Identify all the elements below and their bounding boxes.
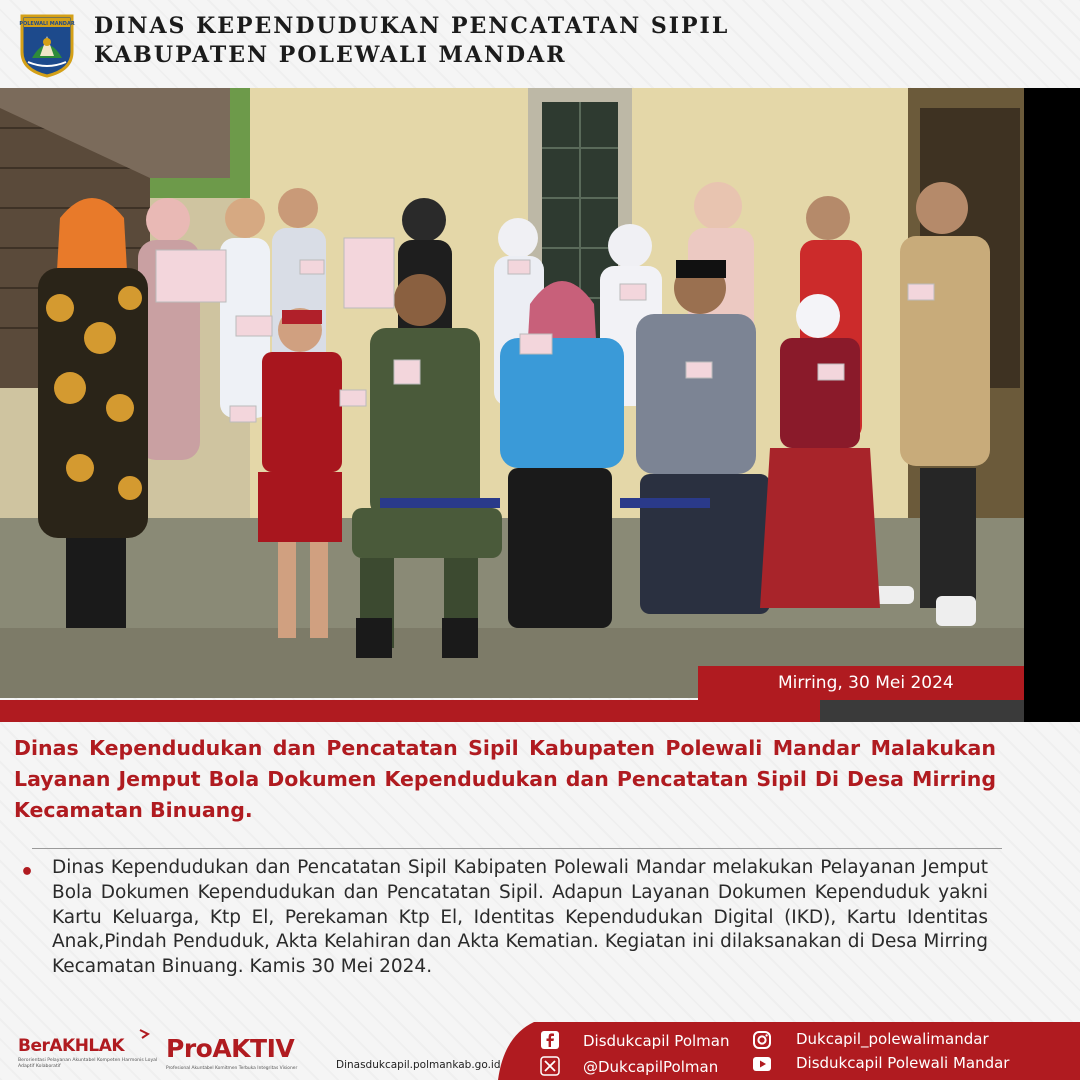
header-title-line1: DINAS KEPENDUDUKAN PENCATATAN SIPIL — [94, 13, 730, 39]
instagram-icon[interactable] — [752, 1030, 772, 1050]
divider — [32, 848, 1002, 849]
headline: Dinas Kependudukan dan Pencatatan Sipil Kabupaten Polewali Mandar Malakukan Layanan Jemput Bola Dokumen Kependudukan dan Pencatatan Sipil Di Desa Mirring Kecamatan Binuang. — [14, 736, 996, 822]
regency-emblem-icon — [18, 12, 76, 78]
website-link[interactable]: Dinasdukcapil.polmankab.go.id — [336, 1059, 501, 1071]
instagram-handle[interactable]: Dukcapil_polewalimandar — [796, 1030, 989, 1048]
proaktiv-logo — [166, 1030, 316, 1074]
svg-text:POLEWALI MANDAR: POLEWALI MANDAR — [19, 21, 75, 27]
youtube-channel[interactable]: Disdukcapil Polewali Mandar — [796, 1054, 1010, 1072]
header-title-line2: KABUPATEN POLEWALI MANDAR — [94, 42, 567, 68]
accent-stripe-gray — [820, 700, 1024, 722]
berakhlak-arrow-icon — [138, 1028, 152, 1042]
side-accent-bar — [1024, 88, 1080, 722]
facebook-icon[interactable] — [540, 1030, 560, 1050]
header — [0, 0, 1080, 88]
x-twitter-icon[interactable] — [540, 1056, 560, 1076]
youtube-icon[interactable] — [752, 1054, 772, 1074]
berakhlak-subtitle: Berorientasi Pelayanan Akuntabel Kompeten Harmonis Loyal Adaptif Kolaboratif — [18, 1058, 158, 1069]
berakhlak-logo — [18, 1030, 158, 1074]
proaktiv-title: ProAKTIV — [166, 1034, 295, 1063]
date-caption: Mirring, 30 Mei 2024 — [698, 666, 1024, 700]
social-panel — [498, 1022, 1080, 1080]
proaktiv-subtitle: Profesional Akuntabel Komitmen Terbuka Integritas Visioner — [166, 1066, 298, 1071]
berakhlak-title: BerAKHLAK — [18, 1036, 125, 1056]
twitter-handle[interactable]: @DukcapilPolman — [583, 1058, 719, 1076]
facebook-handle[interactable]: Disdukcapil Polman — [583, 1032, 730, 1050]
group-photo — [0, 88, 1024, 698]
bullet-icon: • — [20, 860, 35, 885]
accent-stripe-red — [0, 700, 820, 722]
body-paragraph: Dinas Kependudukan dan Pencatatan Sipil Kabipaten Polewali Mandar melakukan Pelayanan Jemput Bola Dokumen Kependudukan dan Pencatatan Sipil. Adapun Layanan Dokumen Kependuduk yakni Kartu Keluarga, Ktp El, Perekaman Ktp El, Identitas Kependudukan Digital (IKD), Kartu Identitas Anak,Pindah Penduduk, Akta Kelahiran dan Akta Kematian. Kegiatan ini dilaksanakan di Desa Mirring Kecamatan Binuang. Kamis 30 Mei 2024. — [52, 857, 988, 978]
